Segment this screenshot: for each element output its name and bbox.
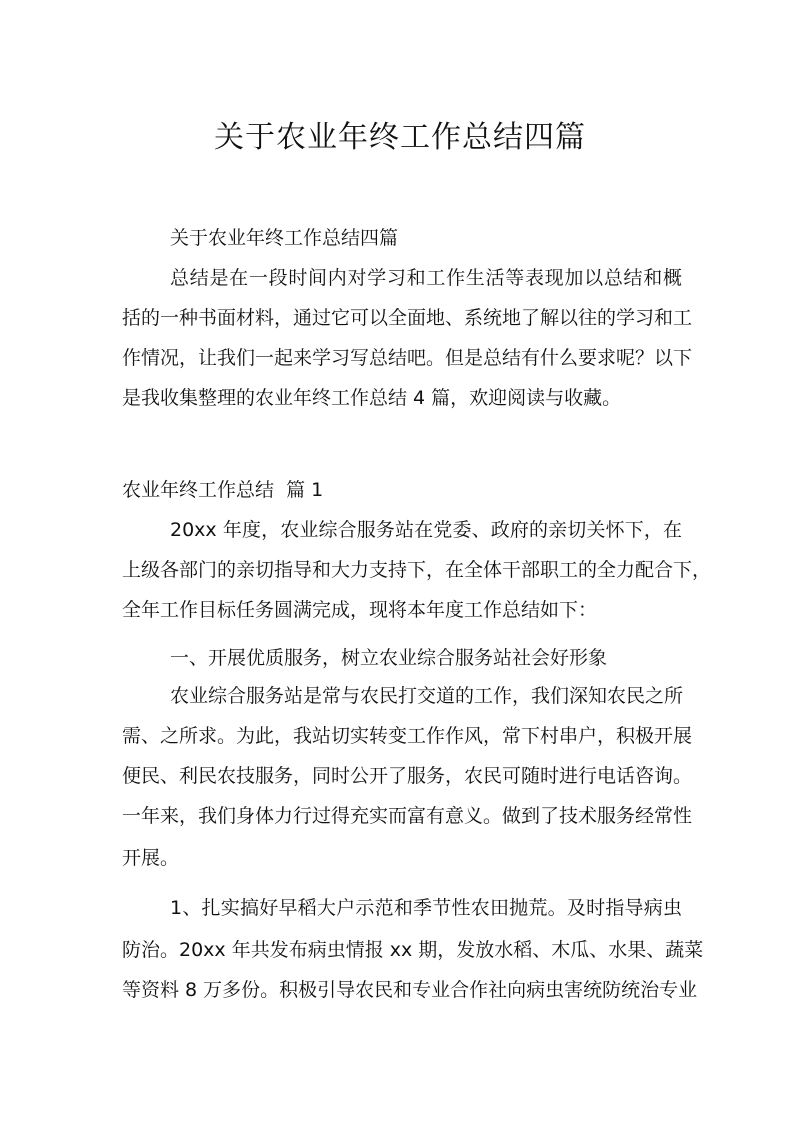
section-heading: 农业年终工作总结 篇 1 (122, 479, 324, 501)
body-line: 20xx 年度，农业综合服务站在党委、政府的亲切关怀下，在 (170, 519, 682, 541)
intro-line: 作情况，让我们一起来学习写总结吧。但是总结有什么要求呢？以下 (122, 347, 693, 369)
intro-line: 总结是在一段时间内对学习和工作生活等表现加以总结和概 (170, 267, 682, 289)
body-line: 1、扎实搞好早稻大户示范和季节性农田抛荒。及时指导病虫 (170, 897, 682, 919)
body-line: 一年来，我们身体力行过得充实而富有意义。做到了技术服务经常性 (122, 805, 693, 827)
body-line: 上级各部门的亲切指导和大力支持下，在全体干部职工的全力配合下， (122, 559, 712, 581)
intro-line: 括的一种书面材料，通过它可以全面地、系统地了解以往的学习和工 (122, 307, 693, 329)
body-line: 农业综合服务站是常与农民打交道的工作，我们深知农民之所 (170, 685, 684, 707)
body-line: 全年工作目标任务圆满完成，现将本年度工作总结如下： (122, 599, 598, 621)
body-line: 等资料 8 万多份。积极引导农民和专业合作社向病虫害统防统治专业 (122, 979, 698, 1001)
body-heading: 一、开展优质服务，树立农业综合服务站社会好形象 (170, 647, 608, 669)
intro-line: 是我收集整理的农业年终工作总结 4 篇，欢迎阅读与收藏。 (122, 387, 622, 409)
body-line: 开展。 (122, 847, 180, 869)
body-line: 便民、利民农技服务，同时公开了服务，农民可随时进行电话咨询。 (122, 765, 693, 787)
subtitle: 关于农业年终工作总结四篇 (170, 227, 399, 249)
body-line: 需、之所求。为此，我站切实转变工作作风，常下村串户，积极开展 (122, 725, 693, 747)
document-title: 关于农业年终工作总结四篇 (214, 120, 586, 155)
body-line: 防治。20xx 年共发布病虫情报 xx 期，发放水稻、木瓜、水果、蔬菜 (122, 939, 704, 961)
